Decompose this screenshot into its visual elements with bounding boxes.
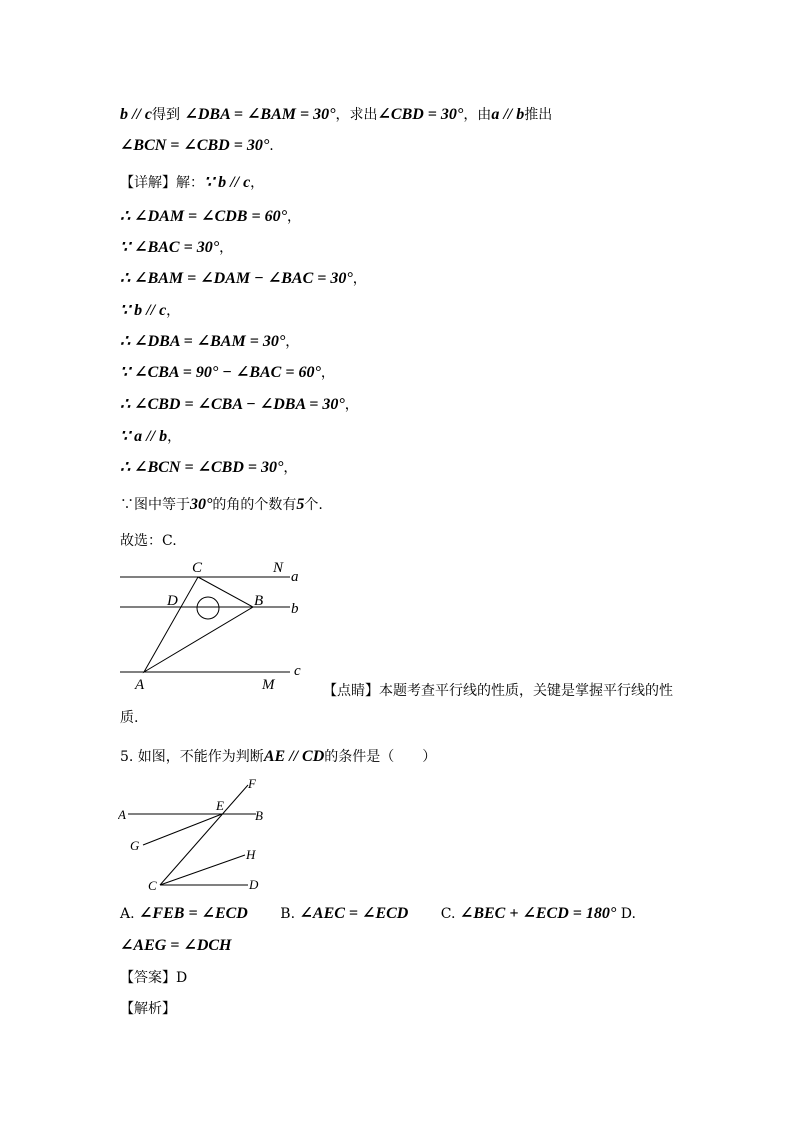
text-segment: ， <box>352 271 367 287</box>
text-line <box>120 206 301 226</box>
math-expression: ∴ ∠CBD = ∠CBA − ∠DBA = 30° <box>120 396 345 413</box>
text-line <box>120 362 335 382</box>
label-G: G <box>130 838 140 853</box>
math-expression: 5 <box>296 496 305 513</box>
math-expression: ∠FEB = ∠ECD <box>139 905 248 922</box>
text-segment: 【解析】 <box>120 1001 176 1017</box>
text-segment: 的角的个数有 <box>212 497 297 513</box>
text-line <box>120 135 274 155</box>
text-line <box>120 172 264 192</box>
text-segment: ，求出 <box>335 107 378 123</box>
text-segment: C. <box>408 906 460 922</box>
math-expression: ∵ ∠CBA = 90° − ∠BAC = 60° <box>120 364 321 381</box>
text-segment: ， <box>320 365 335 381</box>
label-A: A <box>118 807 126 822</box>
math-expression: ∠DBA = ∠BAM = 30° <box>184 106 336 123</box>
math-expression: ∠BCN = ∠CBD = 30° <box>120 137 270 154</box>
text-segment: 质. <box>120 710 139 726</box>
label-C: C <box>192 560 203 576</box>
text-segment: A. <box>120 906 140 922</box>
math-expression: b // c <box>120 106 152 123</box>
text-segment: ， <box>250 175 265 191</box>
math-expression: ∵ a // b <box>120 428 168 445</box>
text-line <box>120 237 233 257</box>
text-line <box>120 268 367 288</box>
math-expression: ∠BEC + ∠ECD = 180° <box>459 905 617 922</box>
math-expression: ∠AEC = ∠ECD <box>299 905 409 922</box>
text-segment: 【答案】D <box>120 970 188 986</box>
math-expression: ∠CBD = 30° <box>377 106 464 123</box>
text-segment: ， <box>219 240 234 256</box>
label-c: c <box>294 663 301 679</box>
label-b: b <box>291 601 299 617</box>
label-E: E <box>216 798 224 813</box>
label-H: H <box>246 847 256 862</box>
text-line <box>120 903 636 923</box>
label-C: C <box>148 878 157 893</box>
text-segment: 故选：C. <box>120 533 177 549</box>
text-line <box>120 494 323 514</box>
text-segment: 5. 如图，不能作为判断 <box>120 749 264 765</box>
label-D: D <box>249 877 259 892</box>
text-segment: ， <box>283 460 298 476</box>
text-segment: ， <box>285 334 300 350</box>
text-segment: 个. <box>304 497 323 513</box>
text-segment: ， <box>344 397 359 413</box>
text-segment: . <box>269 138 274 154</box>
label-B: B <box>254 593 264 609</box>
math-expression: ∴ ∠DAM = ∠CDB = 60° <box>120 208 287 225</box>
label-B: B <box>255 808 263 823</box>
text-line <box>120 746 436 766</box>
text-segment: ， <box>167 429 182 445</box>
math-expression: ∴ ∠BAM = ∠DAM − ∠BAC = 30° <box>120 270 353 287</box>
text-segment: B. <box>247 906 300 922</box>
math-expression: ∵ b // c <box>204 174 251 191</box>
text-line <box>120 300 180 320</box>
text-line <box>323 680 673 700</box>
label-A: A <box>135 677 145 693</box>
text-segment: 【点睛】本题考查平行线的性质，关键是掌握平行线的性 <box>323 683 673 699</box>
text-line <box>120 935 232 955</box>
text-segment: 的条件是（ ） <box>324 749 437 765</box>
text-line <box>120 426 181 446</box>
label-F: F <box>248 776 256 791</box>
text-line <box>120 331 299 351</box>
figure-ae-cd <box>118 773 278 898</box>
text-segment: 【详解】解： <box>120 175 204 191</box>
text-line <box>120 394 359 414</box>
text-segment: ∵图中等于 <box>120 497 190 513</box>
angle-marker-circle <box>197 597 219 619</box>
text-segment: 得到 <box>152 107 185 123</box>
text-line <box>120 998 176 1018</box>
math-expression: a // b <box>491 106 525 123</box>
math-expression: ∴ ∠DBA = ∠BAM = 30° <box>120 333 286 350</box>
text-line <box>120 707 138 727</box>
math-expression: ∵ ∠BAC = 30° <box>120 239 220 256</box>
text-segment: D. <box>616 906 636 922</box>
label-M: M <box>262 677 275 693</box>
math-expression: ∵ b // c <box>120 302 167 319</box>
label-D: D <box>167 593 178 609</box>
text-line <box>120 967 187 987</box>
math-expression: ∴ ∠BCN = ∠CBD = 30° <box>120 459 284 476</box>
text-line <box>120 104 552 124</box>
math-expression: 30° <box>190 496 213 513</box>
label-N: N <box>273 560 284 576</box>
text-segment: ， <box>286 209 301 225</box>
text-segment: ， <box>166 303 181 319</box>
math-expression: AE // CD <box>263 748 325 765</box>
triangle-abc <box>144 577 253 672</box>
math-expression: ∠AEG = ∠DCH <box>120 937 232 954</box>
label-a: a <box>291 569 299 585</box>
text-line <box>120 530 177 550</box>
line-eg <box>143 814 222 845</box>
text-segment: ，由 <box>463 107 492 123</box>
figure-parallel-lines-triangle <box>118 555 318 695</box>
text-line <box>120 457 297 477</box>
text-segment: 推出 <box>524 107 553 123</box>
